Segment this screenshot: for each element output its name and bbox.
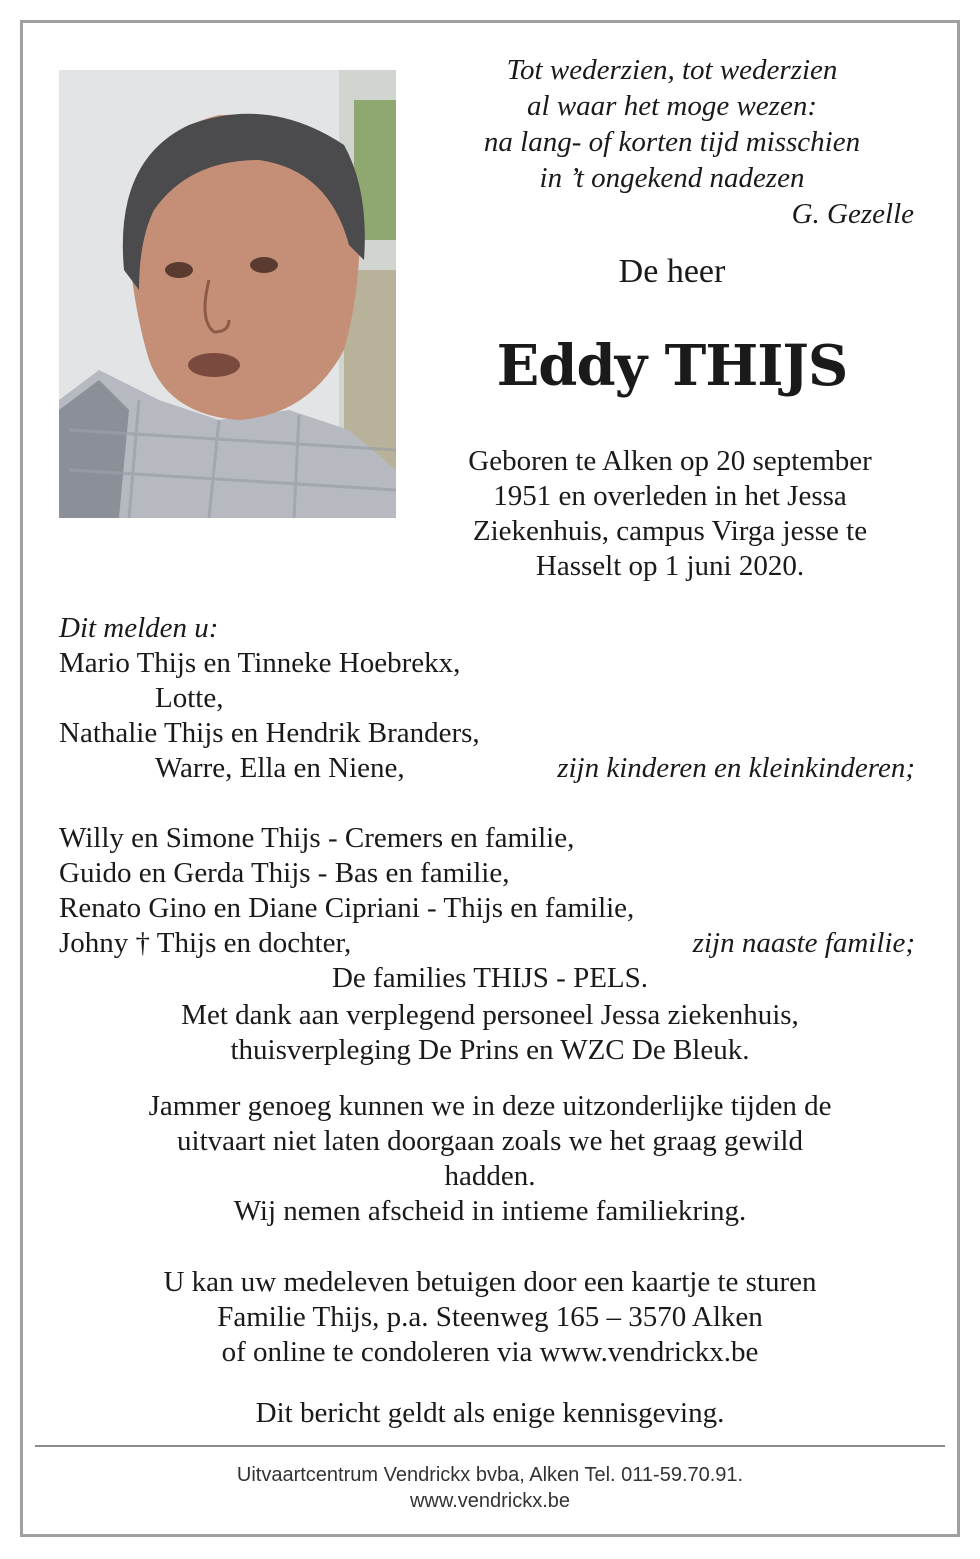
footer-divider [35,1445,945,1447]
thanks-line: thuisverpleging De Prins en WZC De Bleuk. [230,1034,750,1066]
family-line: Warre, Ella en Niene, [155,752,405,784]
condolence-line: Familie Thijs, p.a. Steenweg 165 – 3570 Alken [217,1301,763,1333]
birth-death-line: Geboren te Alken op 20 september [468,445,872,477]
birth-death-line: 1951 en overleden in het Jessa [493,480,847,512]
thanks-line: Met dank aan verplegend personeel Jessa ziekenhuis, [181,999,799,1031]
birth-death-line: Ziekenhuis, campus Virga jesse te [472,515,868,547]
portrait-photo [59,70,396,518]
poem-author: G. Gezelle [791,198,914,230]
family-line: Mario Thijs en Tinneke Hoebrekx, [59,647,461,679]
children-section [59,611,915,786]
poem [430,52,914,232]
poem-line: in ’t ongekend nadezen [539,162,805,194]
birth-death-line: Hasselt op 1 juni 2020. [535,550,805,582]
funeral-note [40,1089,940,1229]
family-line: Renato Gino en Diane Cipriani - Thijs en familie, [59,892,635,924]
announce-intro: Dit melden u: [59,612,219,644]
salutation: De heer [618,253,726,290]
family-section [59,821,915,961]
family-line: Willy en Simone Thijs - Cremers en familie, [59,822,575,854]
notice-line: Dit bericht geldt als enige kennisgeving. [255,1397,725,1429]
relation-label: zijn naaste familie; [692,927,915,959]
funeral-note-line: uitvaart niet laten doorgaan zoals we het graag gewild [177,1125,803,1157]
relation-label: zijn kinderen en kleinkinderen; [557,752,915,784]
family-line: Lotte, [155,682,224,714]
funeral-note-line: Wij nemen afscheid in intieme familiekring. [233,1195,747,1227]
condolence-line: of online te condoleren via www.vendrickx.be [221,1336,759,1368]
family-row [59,926,915,961]
funeral-note-line: hadden. [444,1160,536,1192]
footer-website: www.vendrickx.be [409,1490,571,1512]
deceased-name: Eddy THIJS [496,333,848,399]
families-line: De families THIJS - PELS. [331,962,649,994]
footer [40,1462,940,1514]
poem-line: Tot wederzien, tot wederzien [506,54,838,86]
funeral-note-line: Jammer genoeg kunnen we in deze uitzonderlijke tijden de [148,1090,832,1122]
poem-line: na lang- of korten tijd misschien [483,126,861,158]
thanks-text [40,998,940,1068]
condolence-text [40,1265,940,1370]
family-line: Johny † Thijs en dochter, [59,927,352,959]
family-line: Nathalie Thijs en Hendrik Branders, [59,717,480,749]
condolence-line: U kan uw medeleven betuigen door een kaartje te sturen [163,1266,817,1298]
footer-company: Uitvaartcentrum Vendrickx bvba, Alken Tel. 011-59.70.91. [236,1464,744,1486]
family-row [59,751,915,786]
poem-line: al waar het moge wezen: [527,90,817,122]
birth-death-info [420,444,920,584]
family-line: Guido en Gerda Thijs - Bas en familie, [59,857,510,889]
